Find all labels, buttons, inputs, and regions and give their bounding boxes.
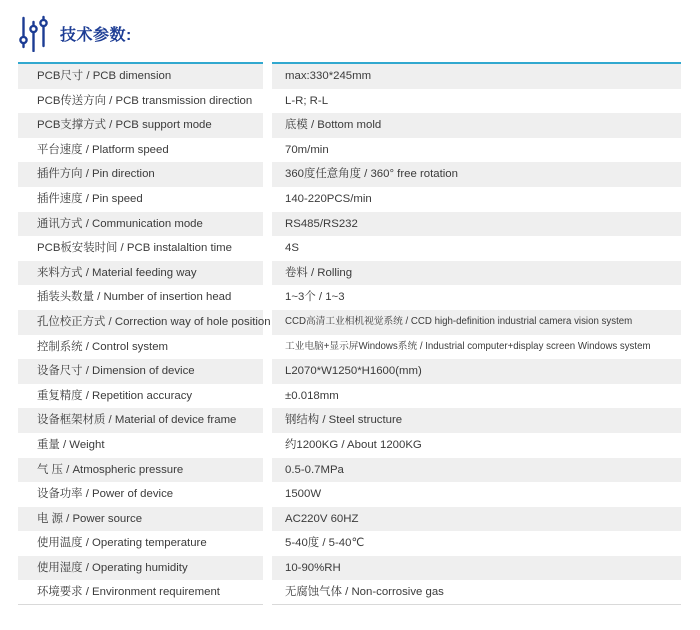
table-row <box>18 310 681 335</box>
row-value: 140-220PCS/min <box>272 187 681 212</box>
row-label: 插装头数量 / Number of insertion head <box>18 285 263 310</box>
row-label: PCB尺寸 / PCB dimension <box>18 62 263 89</box>
row-label: 来料方式 / Material feeding way <box>18 261 263 286</box>
row-label: 设备功率 / Power of device <box>18 482 263 507</box>
row-value: 1~3个 / 1~3 <box>272 285 681 310</box>
row-label: 重量 / Weight <box>18 433 263 458</box>
table-row <box>18 138 681 163</box>
row-value: 卷料 / Rolling <box>272 261 681 286</box>
table-row <box>18 359 681 384</box>
table-row <box>18 285 681 310</box>
row-value: 4S <box>272 236 681 261</box>
row-label: 重复精度 / Repetition accuracy <box>18 384 263 409</box>
section-title: 技术参数: <box>60 26 132 44</box>
table-row <box>18 113 681 138</box>
row-value: 5-40度 / 5-40℃ <box>272 531 681 556</box>
row-label: 控制系统 / Control system <box>18 335 263 360</box>
row-label: 使用湿度 / Operating humidity <box>18 556 263 581</box>
table-row <box>18 433 681 458</box>
row-label: 设备尺寸 / Dimension of device <box>18 359 263 384</box>
table-row <box>18 507 681 532</box>
table-row <box>18 162 681 187</box>
table-row <box>18 236 681 261</box>
row-value: 0.5-0.7MPa <box>272 458 681 483</box>
row-value: 360度任意角度 / 360° free rotation <box>272 162 681 187</box>
spec-table <box>18 62 681 605</box>
spec-sheet <box>0 13 700 630</box>
row-value: L-R; R-L <box>272 89 681 114</box>
row-label: 设备框架材质 / Material of device frame <box>18 408 263 433</box>
row-value: max:330*245mm <box>272 62 681 89</box>
row-label: 孔位校正方式 / Correction way of hole position <box>18 310 263 335</box>
table-row <box>18 458 681 483</box>
section-header <box>19 13 700 53</box>
row-value: L2070*W1250*H1600(mm) <box>272 359 681 384</box>
row-value: 工业电脑+显示屏Windows系统 / Industrial computer+display screen Windows system <box>272 335 681 360</box>
row-label: PCB板安装时间 / PCB instalaltion time <box>18 236 263 261</box>
table-row <box>18 335 681 360</box>
row-label: 通讯方式 / Communication mode <box>18 212 263 237</box>
table-row <box>18 580 681 605</box>
row-value: 底模 / Bottom mold <box>272 113 681 138</box>
row-label: 使用温度 / Operating temperature <box>18 531 263 556</box>
table-row <box>18 212 681 237</box>
row-label: 电 源 / Power source <box>18 507 263 532</box>
table-row <box>18 187 681 212</box>
row-value: 约1200KG / About 1200KG <box>272 433 681 458</box>
table-row <box>18 261 681 286</box>
row-value: RS485/RS232 <box>272 212 681 237</box>
row-value: 无腐蚀气体 / Non-corrosive gas <box>272 580 681 605</box>
row-value: AC220V 60HZ <box>272 507 681 532</box>
table-row <box>18 89 681 114</box>
sliders-icon <box>19 14 48 52</box>
table-row <box>18 531 681 556</box>
row-label: PCB支撑方式 / PCB support mode <box>18 113 263 138</box>
row-value: 10-90%RH <box>272 556 681 581</box>
table-row <box>18 482 681 507</box>
table-row <box>18 62 681 89</box>
row-label: 插件速度 / Pin speed <box>18 187 263 212</box>
table-row <box>18 556 681 581</box>
row-value: 70m/min <box>272 138 681 163</box>
row-label: 环境要求 / Environment requirement <box>18 580 263 605</box>
table-row <box>18 384 681 409</box>
row-value: ±0.018mm <box>272 384 681 409</box>
row-label: 插件方向 / Pin direction <box>18 162 263 187</box>
row-value: 1500W <box>272 482 681 507</box>
row-label: 平台速度 / Platform speed <box>18 138 263 163</box>
row-value: 钢结构 / Steel structure <box>272 408 681 433</box>
row-label: PCB传送方向 / PCB transmission direction <box>18 89 263 114</box>
row-label: 气 压 / Atmospheric pressure <box>18 458 263 483</box>
row-value: CCD高清工业相机视觉系统 / CCD high-definition industrial camera vision system <box>272 310 681 335</box>
table-row <box>18 408 681 433</box>
